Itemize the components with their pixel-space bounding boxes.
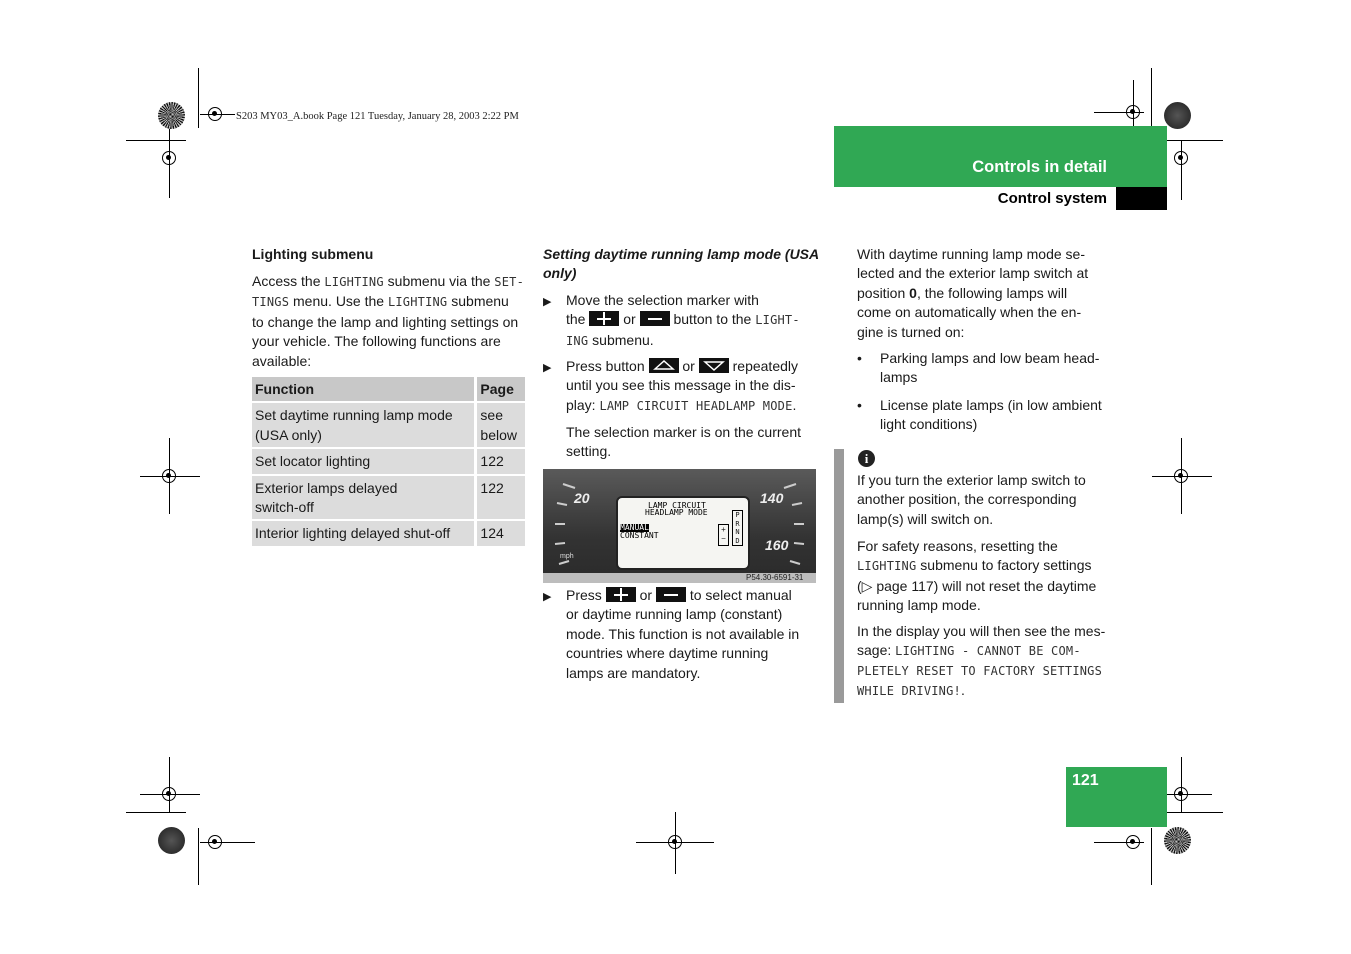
- section-header-bar: [834, 126, 1167, 187]
- lighting-intro: Access the LIGHTING submenu via the SET- TINGS menu. Use the LIGHTING submenu to change the lamp and lighting settings on your vehicle. The following functions are available:: [252, 273, 524, 369]
- table-row: [252, 520, 525, 546]
- gear-indicator: P R N D: [732, 510, 743, 546]
- up-button-icon: [649, 358, 679, 373]
- lcd-line-4: CONSTANT: [620, 531, 659, 540]
- down-button-icon: [699, 358, 729, 373]
- plus-button-icon: [606, 587, 636, 602]
- book-info-line: S203 MY03_A.book Page 121 Tuesday, January 28, 2003 2:22 PM: [236, 111, 519, 122]
- lcd-plus-minus: + −: [718, 524, 729, 546]
- subsection-title: Control system: [997, 190, 1107, 207]
- speed-label-20: 20: [574, 490, 590, 506]
- bullet-dot: •: [857, 397, 862, 413]
- lcd-line-1: LAMP CIRCUIT: [648, 501, 706, 510]
- lcd-line-2: HEADLAMP MODE: [645, 508, 708, 517]
- selection-note: The selection marker is on the current setting.: [566, 424, 801, 460]
- lighting-submenu-heading: Lighting submenu: [252, 246, 374, 262]
- bullet-dot: •: [857, 350, 862, 366]
- daytime-lamp-heading: Setting daytime running lamp mode (USA only): [543, 246, 819, 282]
- table-header-page: Page: [476, 377, 525, 402]
- page-number: 121: [1072, 772, 1099, 789]
- info-paragraph-2: For safety reasons, resetting the LIGHTING submenu to factory settings (▷ page 117) will not reset the daytime running lamp mode.: [857, 538, 1097, 614]
- table-cell-function: Set daytime running lamp mode (USA only): [252, 402, 476, 448]
- step-arrow-icon: ▶: [543, 591, 552, 603]
- step-arrow-icon: ▶: [543, 362, 552, 374]
- minus-button-icon: [640, 311, 670, 326]
- speed-label-140: 140: [760, 490, 784, 506]
- subsection-marker: [1116, 187, 1167, 210]
- table-cell-function: Interior lighting delayed shut-off: [252, 520, 476, 546]
- figure-caption: P54.30-6591-31: [746, 573, 804, 582]
- list-item: Parking lamps and low beam head- lamps: [880, 350, 1100, 386]
- info-paragraph-1: If you turn the exterior lamp switch to another position, the corresponding lamp(s) will switch on.: [857, 472, 1086, 527]
- instrument-display-figure: [543, 469, 816, 583]
- step-arrow-icon: ▶: [543, 296, 552, 308]
- daytime-mode-description: With daytime running lamp mode se- lected and the exterior lamp switch at position 0, the following lamps will come on automatically when the en- gine is turned on:: [857, 246, 1089, 340]
- table-cell-page: see below: [476, 402, 525, 448]
- table-row: [252, 475, 525, 521]
- info-paragraph-3: In the display you will then see the mes- sage: LIGHTING - CANNOT BE COM- PLETELY RESET TO FACTORY SETTINGS WHILE DRIVING!.: [857, 623, 1106, 699]
- minus-button-icon: [656, 587, 686, 602]
- table-row: [252, 448, 525, 474]
- step-3: Press or to select manual or daytime running lamp (constant) mode. This function is not available in countries where daytime running lamps are mandatory.: [566, 587, 800, 681]
- step-2: Press button or repeatedly until you see this message in the dis- play: LAMP CIRCUIT HEADLAMP MODE.: [566, 358, 799, 413]
- table-row: [252, 402, 525, 448]
- info-icon: i: [858, 450, 875, 467]
- speed-unit: mph: [560, 553, 574, 560]
- lcd-selected-option: MANUAL: [620, 523, 649, 532]
- table-header-function: Function: [252, 377, 476, 402]
- speed-label-160: 160: [765, 537, 789, 553]
- functions-table: [252, 377, 525, 548]
- table-cell-page: 122: [476, 448, 525, 474]
- list-item: License plate lamps (in low ambient light conditions): [880, 397, 1102, 433]
- lcd-screen: [616, 496, 750, 570]
- table-cell-function: Exterior lamps delayed switch-off: [252, 475, 476, 521]
- table-header-row: [252, 377, 525, 402]
- section-title: Controls in detail: [972, 158, 1107, 176]
- table-cell-page: 122: [476, 475, 525, 521]
- info-sidebar: [834, 449, 844, 703]
- plus-button-icon: [589, 311, 619, 326]
- table-cell-page: 124: [476, 520, 525, 546]
- table-cell-function: Set locator lighting: [252, 448, 476, 474]
- step-1: Move the selection marker with the or button to the LIGHT- ING submenu.: [566, 292, 800, 348]
